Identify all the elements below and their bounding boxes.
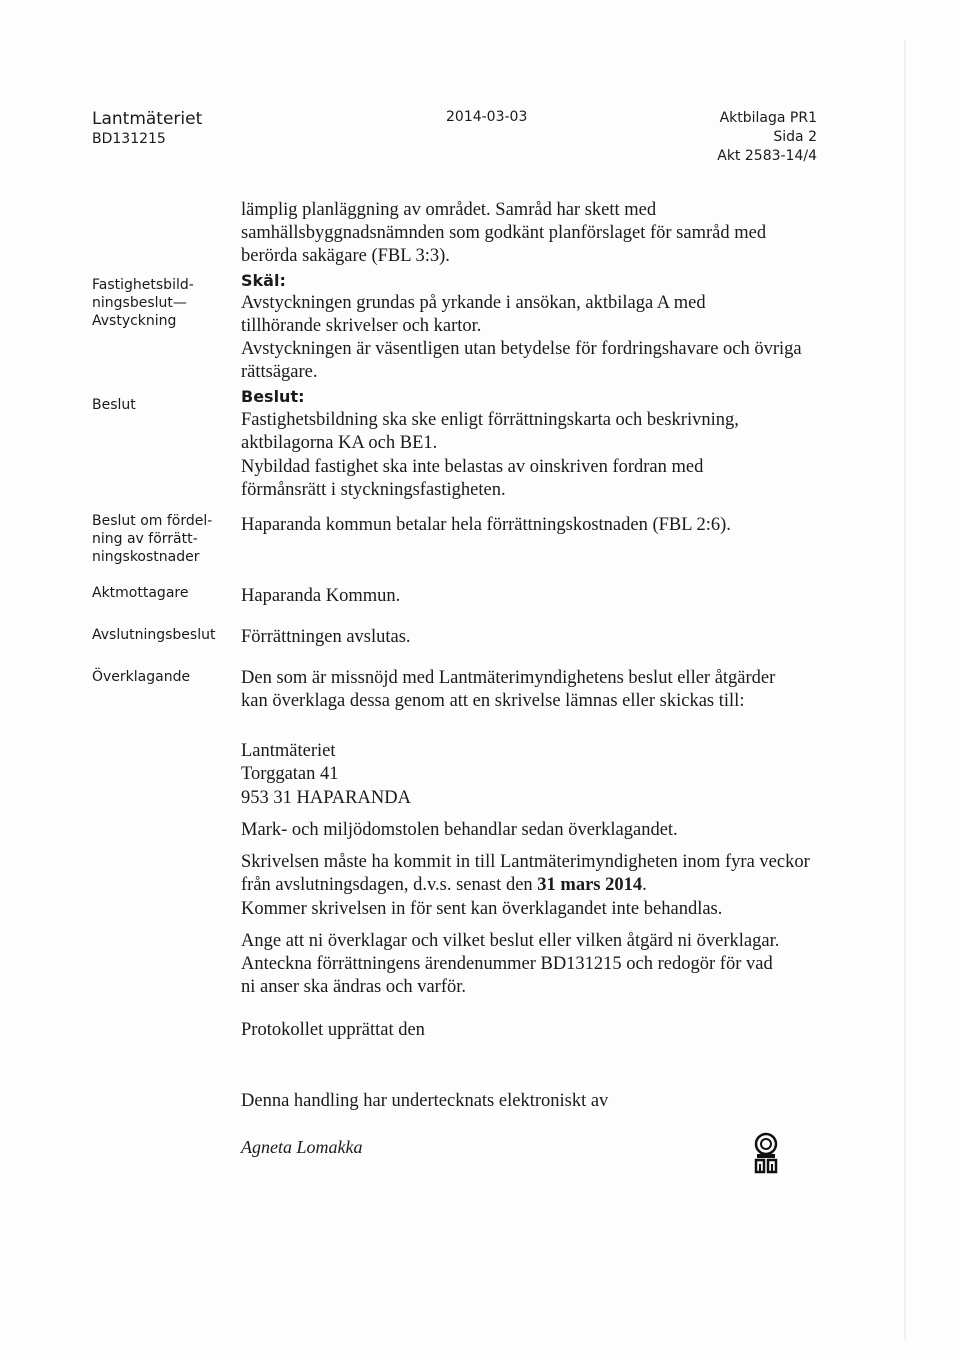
frist-end: . [642, 875, 647, 895]
kostnad-paragraph: Haparanda kommun betalar hela förrättningskostnaden (FBL 2:6). [241, 515, 731, 535]
beslut-heading: Beslut: [241, 387, 305, 406]
skal-paragraph-1: Avstyckningen grundas på yrkande i ansökan, aktbilaga A med tillhörande skrivelser och kartor. [241, 293, 706, 336]
beslut-paragraph-1: Fastighetsbildning ska ske enligt förrättningskarta och beskrivning, aktbilagorna KA och BE1. [241, 410, 739, 453]
header-akt: Akt 2583-14/4 [717, 148, 817, 164]
beslut-paragraph-2: Nybildad fastighet ska inte belastas av oinskriven fordran med förmånsrätt i styckningsfastigheten. [241, 457, 704, 500]
frist-paragraph [241, 851, 816, 897]
avslutning-text: Förrättningen avslutas. [241, 627, 411, 647]
frist-text: Skrivelsen måste ha kommit in till Lantmäterimyndigheten inom fyra veckor från avslutningsdagen, d.v.s. senast den [241, 852, 810, 895]
header-date: 2014-03-03 [446, 109, 528, 125]
protokoll-text: Protokollet upprättat den [241, 1020, 425, 1040]
frist-date: 31 mars 2014 [537, 875, 643, 895]
header-org: Lantmäteriet [92, 109, 203, 129]
scan-edge [904, 40, 906, 1340]
elektroniskt-text: Denna handling har undertecknats elektroniskt av [241, 1091, 609, 1111]
margin-label-overklagande: Överklagande [92, 669, 191, 685]
domstol-paragraph: Mark- och miljödomstolen behandlar sedan överklagandet. [241, 820, 678, 840]
header-attachment: Aktbilaga PR1 [719, 110, 817, 126]
address-line-1: Lantmäteriet [241, 741, 336, 761]
address-line-2: Torggatan 41 [241, 764, 339, 784]
sent-paragraph: Kommer skrivelsen in för sent kan överklagandet inte behandlas. [241, 899, 723, 919]
signatory-name: Agneta Lomakka [241, 1137, 363, 1157]
margin-label-fordelning: Beslut om fördel- ning av förrätt- ningskostnader [92, 513, 213, 565]
skal-heading: Skäl: [241, 271, 286, 290]
margin-label-beslut: Beslut [92, 397, 136, 413]
ange-paragraph: Ange att ni överklagar och vilket beslut eller vilken åtgärd ni överklagar. Anteckna förrättningens ärendenummer BD131215 och redogör för vad ni anser ska ändras och varför. [241, 931, 780, 997]
overklagande-paragraph: Den som är missnöjd med Lantmäterimyndighetens beslut eller åtgärder kan överklaga dessa genom att en skrivelse lämnas eller skickas till: [241, 668, 776, 711]
header-case-id: BD131215 [92, 131, 166, 147]
header-page: Sida 2 [773, 129, 817, 145]
header-right-block [717, 109, 817, 166]
margin-label-fastighetsbildning: Fastighetsbild- ningsbeslut— Avstyckning [92, 277, 194, 329]
lantmateriet-seal-icon [751, 1132, 781, 1174]
margin-label-aktmottagare: Aktmottagare [92, 585, 189, 601]
aktmottagare-text: Haparanda Kommun. [241, 586, 401, 606]
address-line-3: 953 31 HAPARANDA [241, 788, 411, 808]
intro-paragraph: lämplig planläggning av området. Samråd har skett med samhällsbyggnadsnämnden som godkänt planförslaget för samråd med berörda sakägare (FBL 3:3). [241, 200, 767, 266]
skal-paragraph-2: Avstyckningen är väsentligen utan betydelse för fordringshavare och övriga rättsägare. [241, 339, 802, 382]
margin-label-avslutningsbeslut: Avslutningsbeslut [92, 627, 216, 643]
